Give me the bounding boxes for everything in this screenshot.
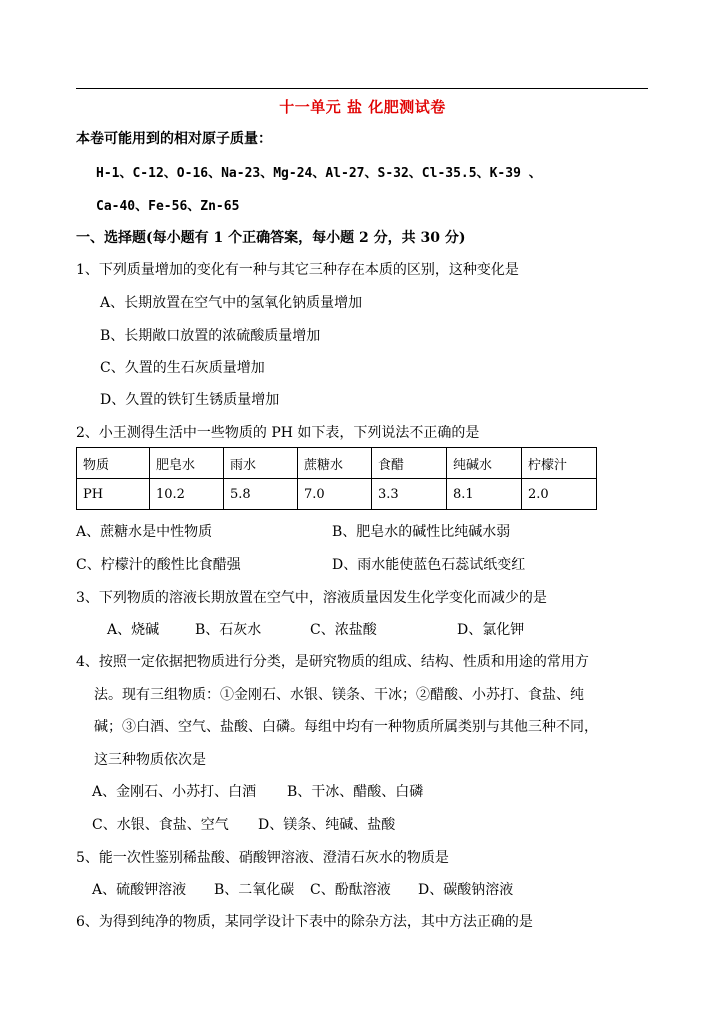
question-1-option-b: B、长期敞口放置的浓硫酸质量增加 [100,328,321,344]
atomic-mass-heading: 本卷可能用到的相对原子质量： [76,131,272,147]
atomic-masses-line-2: Ca-40、Fe-56、Zn-65 [96,199,240,214]
question-6-stem: 6、为得到纯净的物质，某同学设计下表中的除杂方法，其中方法正确的是 [76,914,533,930]
question-1-option-d: D、久置的铁钉生锈质量增加 [100,392,280,408]
ph-table-header-row [77,448,597,479]
question-2-option-d: D、雨水能使蓝色石蕊试纸变红 [332,557,526,573]
question-3-option-b: B、石灰水 [195,622,262,638]
table-cell: 7.0 [298,479,372,510]
question-4-option-c: C、水银、食盐、空气 [92,817,229,833]
table-cell: 蔗糖水 [298,448,372,479]
table-cell: 雨水 [224,448,298,479]
question-2-stem: 2、小王测得生活中一些物质的 PH 如下表，下列说法不正确的是 [76,425,480,441]
question-4-stem-line-3: 碱；③白酒、空气、盐酸、白磷。每组中均有一种物质所属类别与其他三种不同， [94,719,598,735]
page-title: 十一单元 盐 化肥测试卷 [279,98,446,116]
question-5-option-d: D、碳酸钠溶液 [418,882,514,898]
question-4-stem-line-1: 4、按照一定依据把物质进行分类，是研究物质的组成、结构、性质和用途的常用方 [76,654,589,670]
question-2-option-b: B、肥皂水的碱性比纯碱水弱 [332,524,511,540]
question-3-stem: 3、下列物质的溶液长期放置在空气中，溶液质量因发生化学变化而减少的是 [76,590,547,606]
header-rule [76,88,648,89]
table-cell: 肥皂水 [150,448,224,479]
question-1-stem: 1、下列质量增加的变化有一种与其它三种存在本质的区别，这种变化是 [76,262,519,278]
question-4-option-d: D、镁条、纯碱、盐酸 [258,817,396,833]
question-2-option-c: C、柠檬汁的酸性比食醋强 [76,557,241,573]
question-5-stem: 5、能一次性鉴别稀盐酸、硝酸钾溶液、澄清石灰水的物质是 [76,850,449,866]
question-5-option-a: A、硫酸钾溶液 [92,882,187,898]
question-4-stem-line-4: 这三种物质依次是 [94,752,206,768]
table-cell: 食醋 [372,448,447,479]
question-1-option-a: A、长期放置在空气中的氢氧化钠质量增加 [100,295,363,311]
table-cell: 3.3 [372,479,447,510]
question-3-option-c: C、浓盐酸 [310,622,377,638]
ph-table [76,447,597,510]
question-2-option-a: A、蔗糖水是中性物质 [76,524,213,540]
question-5-option-c: C、酚酞溶液 [310,882,391,898]
section-1-heading: 一、选择题(每小题有 1 个正确答案，每小题 2 分，共 30 分) [76,230,466,246]
ph-table-value-row [77,479,597,510]
table-cell: 5.8 [224,479,298,510]
question-3-option-a: A、烧碱 [107,622,160,638]
table-cell: 柠檬汁 [522,448,597,479]
table-cell: 10.2 [150,479,224,510]
atomic-masses-line-1: H-1、C-12、O-16、Na-23、Mg-24、Al-27、S-32、Cl-35.5、K-39 、 [96,166,542,181]
question-5-option-b: B、二氧化碳 [214,882,295,898]
question-1-option-c: C、久置的生石灰质量增加 [100,360,265,376]
table-cell: 8.1 [447,479,522,510]
question-4-option-b: B、干冰、醋酸、白磷 [287,784,424,800]
question-4-stem-line-2: 法。现有三组物质：①金刚石、水银、镁条、干冰；②醋酸、小苏打、食盐、纯 [94,687,584,703]
question-4-option-a: A、金刚石、小苏打、白酒 [92,784,257,800]
table-cell: 2.0 [522,479,597,510]
table-cell: PH [77,479,150,510]
question-3-option-d: D、氯化钾 [457,622,525,638]
table-cell: 纯碱水 [447,448,522,479]
table-cell: 物质 [77,448,150,479]
